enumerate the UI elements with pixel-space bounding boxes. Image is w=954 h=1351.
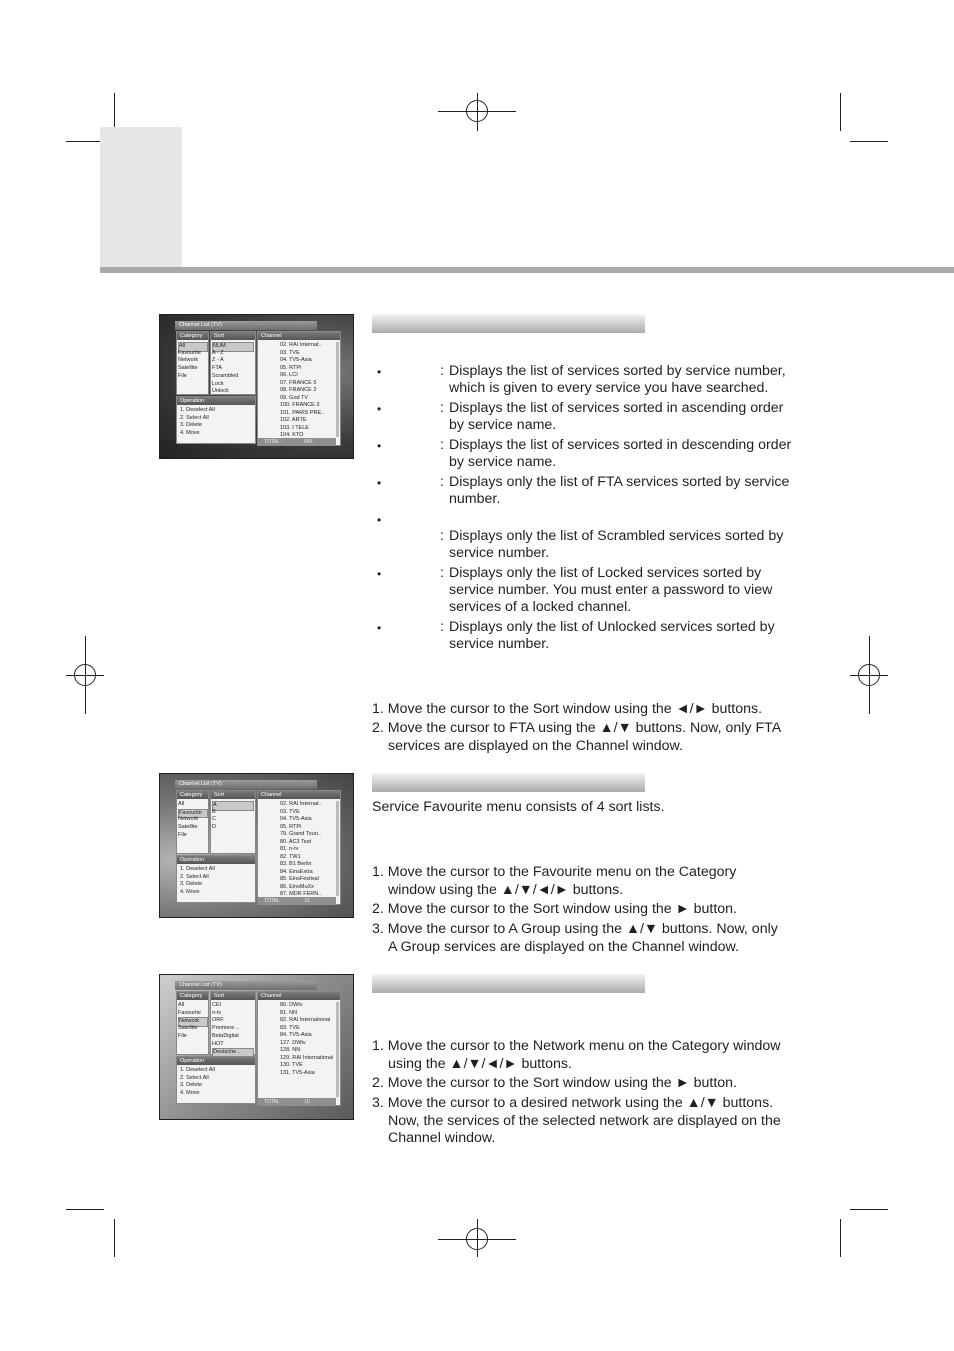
category-header: Category: [177, 992, 208, 1000]
screen-title: Channel List (TV): [175, 780, 317, 789]
category-item: Network: [178, 1017, 208, 1027]
bullet-text: Displays the list of services sorted by service number,: [449, 363, 786, 379]
channel-item: 02. RAI Internat..: [280, 801, 322, 807]
header-tab-block: [100, 127, 182, 267]
sort-header: Sort: [211, 791, 255, 799]
total-value: 16: [304, 898, 310, 904]
operation-item: 3. Delete: [180, 422, 203, 429]
operation-item: 2. Select All: [180, 1074, 209, 1081]
channel-item: 04. TV5-Asia: [280, 357, 312, 363]
sort-item: A - Z: [212, 349, 224, 356]
channel-item: 03. TVE: [280, 349, 300, 356]
channel-scrollbar: [336, 1002, 339, 1097]
category-item: Favourite: [178, 349, 201, 356]
operation-item: 4. Move: [180, 1090, 200, 1097]
category-item: Satellite: [178, 1025, 198, 1032]
channel-item: 127. DWtv: [280, 1039, 306, 1046]
channel-item: 131. TV5-Asia: [280, 1069, 315, 1076]
channel-item: 104. KTO: [280, 432, 304, 438]
channel-item: 129. RAI International: [280, 1054, 334, 1061]
channel-item: 03. TVE: [280, 808, 300, 815]
bullet-dot: •: [377, 402, 382, 416]
step-text: 3. Move the cursor to A Group using the ▲/▼ buttons. Now, only: [372, 921, 778, 937]
bullet-text: Displays the list of services sorted in ascending order: [449, 400, 784, 416]
channel-item: 87. MDR FERN..: [280, 891, 322, 897]
channel-scrollbar: [336, 342, 339, 437]
bullet-colon: :: [440, 528, 444, 544]
bullet-text: which is given to every service you have searched.: [449, 380, 769, 396]
crop-mark: [66, 141, 104, 142]
step-text: Now, the services of the selected network are displayed on the: [388, 1112, 781, 1129]
channel-scrollbar: [336, 801, 339, 896]
operation-item: 2. Select All: [180, 873, 209, 880]
operation-item: 1. Deselect All: [180, 866, 215, 872]
channel-item: 06. LCI: [280, 372, 298, 378]
channel-item: 103. I TELE: [280, 424, 309, 431]
crop-mark: [66, 1209, 104, 1210]
category-item: All: [178, 342, 208, 352]
channel-item: 04. TV5-Asia: [280, 816, 312, 822]
sort-item: FTA: [212, 365, 222, 372]
channel-item: 130. TVE: [280, 1062, 303, 1068]
bullet-text: number.: [449, 491, 501, 507]
category-item: Favourite: [178, 809, 208, 819]
step-text: 2. Move the cursor to the Sort window using the ► button.: [372, 901, 737, 917]
total-label: TOTAL :: [264, 1099, 283, 1105]
channel-header: Channel: [258, 992, 340, 1000]
bullet-text: Displays only the list of Scrambled services sorted by: [449, 528, 784, 544]
step-text: A Group services are displayed on the Channel window.: [388, 938, 739, 955]
bullet-colon: :: [440, 619, 444, 635]
bullet-text: Displays only the list of Unlocked services sorted by: [449, 619, 775, 635]
operation-item: 2. Select All: [180, 414, 209, 421]
operation-header: Operation: [177, 1057, 255, 1065]
channel-item: 101. PARIS PRE..: [280, 409, 325, 416]
step-text: 3. Move the cursor to a desired network using the ▲/▼ buttons.: [372, 1095, 774, 1111]
sort-item: D: [212, 824, 216, 831]
channel-item: 80. DWtv: [280, 1002, 303, 1008]
total-value: 643: [304, 439, 313, 445]
screen-title: Channel List (TV): [175, 321, 317, 330]
screenshot-sort-menu: [159, 314, 354, 459]
channel-item: 83. TVE: [280, 1024, 300, 1031]
step-text: services are displayed on the Channel window.: [388, 737, 683, 754]
sort-item: Deutsche ..: [212, 1048, 254, 1058]
channel-item: 84. TV5-Asia: [280, 1032, 312, 1038]
step-text: 1. Move the cursor to the Sort window using the ◄/► buttons.: [372, 701, 763, 717]
crop-mark: [840, 1219, 841, 1257]
step-text: 1. Move the cursor to the Network menu on the Category window: [372, 1038, 781, 1054]
bullet-text: Displays only the list of FTA services sorted by service: [449, 474, 790, 490]
channel-item: 128. NN: [280, 1047, 301, 1053]
bullet-dot: •: [377, 476, 382, 490]
category-item: All: [178, 801, 185, 807]
bullet-text: Displays the list of services sorted in descending order: [449, 437, 792, 453]
sort-item: B: [212, 808, 216, 815]
sort-header: Sort: [211, 992, 255, 1000]
step-text: 1. Move the cursor to the Favourite menu on the Category: [372, 864, 737, 880]
operation-item: 3. Delete: [180, 881, 203, 888]
crop-mark: [850, 1209, 888, 1210]
bullet-text: by service name.: [449, 417, 557, 433]
bullet-colon: :: [440, 363, 444, 379]
channel-item: 83. B1 Berlin: [280, 861, 312, 867]
step-text: window using the ▲/▼/◄/► buttons.: [388, 881, 624, 898]
bullet-colon: :: [440, 474, 444, 490]
category-item: File: [178, 372, 187, 379]
operation-item: 4. Move: [180, 889, 200, 896]
category-item: File: [178, 1032, 187, 1039]
channel-item: 102. ARTE: [280, 417, 307, 423]
category-item: Satellite: [178, 824, 198, 831]
category-item: All: [178, 1002, 185, 1008]
crop-mark: [114, 93, 115, 131]
bullet-dot: •: [377, 621, 382, 635]
step-text: using the ▲/▼/◄/► buttons.: [388, 1055, 572, 1072]
operation-item: 1. Deselect All: [180, 407, 215, 413]
channel-item: 81. NN: [280, 1009, 298, 1016]
bullet-text: services of a locked channel.: [449, 599, 632, 615]
operation-item: 1. Deselect All: [180, 1067, 215, 1073]
operation-item: 3. Delete: [180, 1082, 203, 1089]
channel-item: 85. EinsFestival: [280, 876, 319, 882]
bullet-colon: :: [440, 400, 444, 416]
category-header: Category: [177, 791, 208, 799]
step-text: 2. Move the cursor to the Sort window using the ► button.: [372, 1075, 737, 1091]
category-item: Network: [178, 357, 199, 364]
step-text: 2. Move the cursor to FTA using the ▲/▼ buttons. Now, only FTA: [372, 720, 782, 736]
operation-header: Operation: [177, 397, 255, 405]
bullet-text: service number. You must enter a password to view: [449, 582, 773, 598]
header-rule: [100, 267, 954, 273]
channel-item: 82. TW1: [280, 853, 301, 860]
bullet-dot: •: [377, 439, 382, 453]
section-heading-favourite: [372, 773, 645, 792]
channel-item: 05. RTPi: [280, 823, 302, 830]
bullet-text: service number.: [449, 636, 550, 652]
sort-item: CEI: [212, 1002, 222, 1008]
channel-item: 09. God TV: [280, 394, 309, 401]
total-value: 10: [304, 1099, 310, 1105]
sort-item: Lock: [212, 380, 224, 387]
screenshot-network-menu: [159, 974, 354, 1120]
screenshot-favourite-menu: [159, 773, 354, 918]
section-heading-sort: [372, 314, 645, 333]
channel-item: 02. RAI Internat..: [280, 342, 322, 348]
channel-total: [258, 438, 336, 446]
operation-header: Operation: [177, 856, 255, 864]
bullet-text: service number.: [449, 545, 550, 561]
bullet-dot: •: [377, 513, 382, 527]
channel-item: 80. AC3 Test: [280, 838, 312, 845]
sort-item: n-tv: [212, 1009, 222, 1016]
channel-total: [258, 897, 336, 905]
channel-header: Channel: [258, 332, 340, 340]
operation-item: 4. Move: [180, 430, 200, 437]
category-item: Network: [178, 816, 199, 823]
channel-total: [258, 1098, 336, 1106]
sort-item: C: [212, 816, 216, 823]
category-header: Category: [177, 332, 208, 340]
crop-mark: [840, 93, 841, 131]
channel-item: 05. RTPi: [280, 364, 302, 371]
sort-item: A: [212, 801, 254, 811]
sort-item: ORF: [212, 1017, 224, 1024]
channel-item: 79. Grand Touri..: [280, 831, 321, 837]
sort-item: Z - A: [212, 357, 224, 364]
step-text: Channel window.: [388, 1130, 496, 1146]
bullet-text: Displays only the list of Locked services sorted by: [449, 565, 762, 581]
channel-item: 08. FRANCE 2: [280, 387, 317, 393]
sort-item: HOT: [212, 1040, 224, 1047]
bullet-colon: :: [440, 565, 444, 581]
total-label: TOTAL :: [264, 898, 283, 904]
sort-item: NUM.: [212, 342, 254, 352]
section-heading-network: [372, 974, 645, 993]
sort-item: BetaDigital: [212, 1032, 239, 1039]
bullet-colon: :: [440, 437, 444, 453]
category-item: Favourite: [178, 1009, 201, 1016]
channel-item: 81. n-tv: [280, 846, 299, 852]
channel-header: Channel: [258, 791, 340, 799]
channel-item: 86. EinsMuXx: [280, 883, 314, 890]
crop-mark: [850, 141, 888, 142]
channel-item: 82. RAI International: [280, 1017, 331, 1023]
favourite-intro: Service Favourite menu consists of 4 sort lists.: [372, 799, 665, 815]
sort-item: Premiere ..: [212, 1025, 239, 1032]
screen-title: Channel List (TV): [175, 981, 317, 990]
sort-item: Unlock: [212, 388, 229, 395]
bullet-dot: •: [377, 365, 382, 379]
sort-item: Scrambled: [212, 372, 239, 379]
channel-item: 07. FRANCE 5: [280, 379, 317, 386]
category-item: File: [178, 831, 187, 838]
bullet-text: by service name.: [449, 454, 557, 470]
category-item: Satellite: [178, 365, 198, 372]
sort-header: Sort: [211, 332, 255, 340]
channel-item: 84. EinsExtra: [280, 868, 313, 875]
crop-mark: [114, 1219, 115, 1257]
bullet-dot: •: [377, 567, 382, 581]
total-label: TOTAL :: [264, 439, 283, 445]
channel-item: 100. FRANCE 3: [280, 402, 320, 408]
